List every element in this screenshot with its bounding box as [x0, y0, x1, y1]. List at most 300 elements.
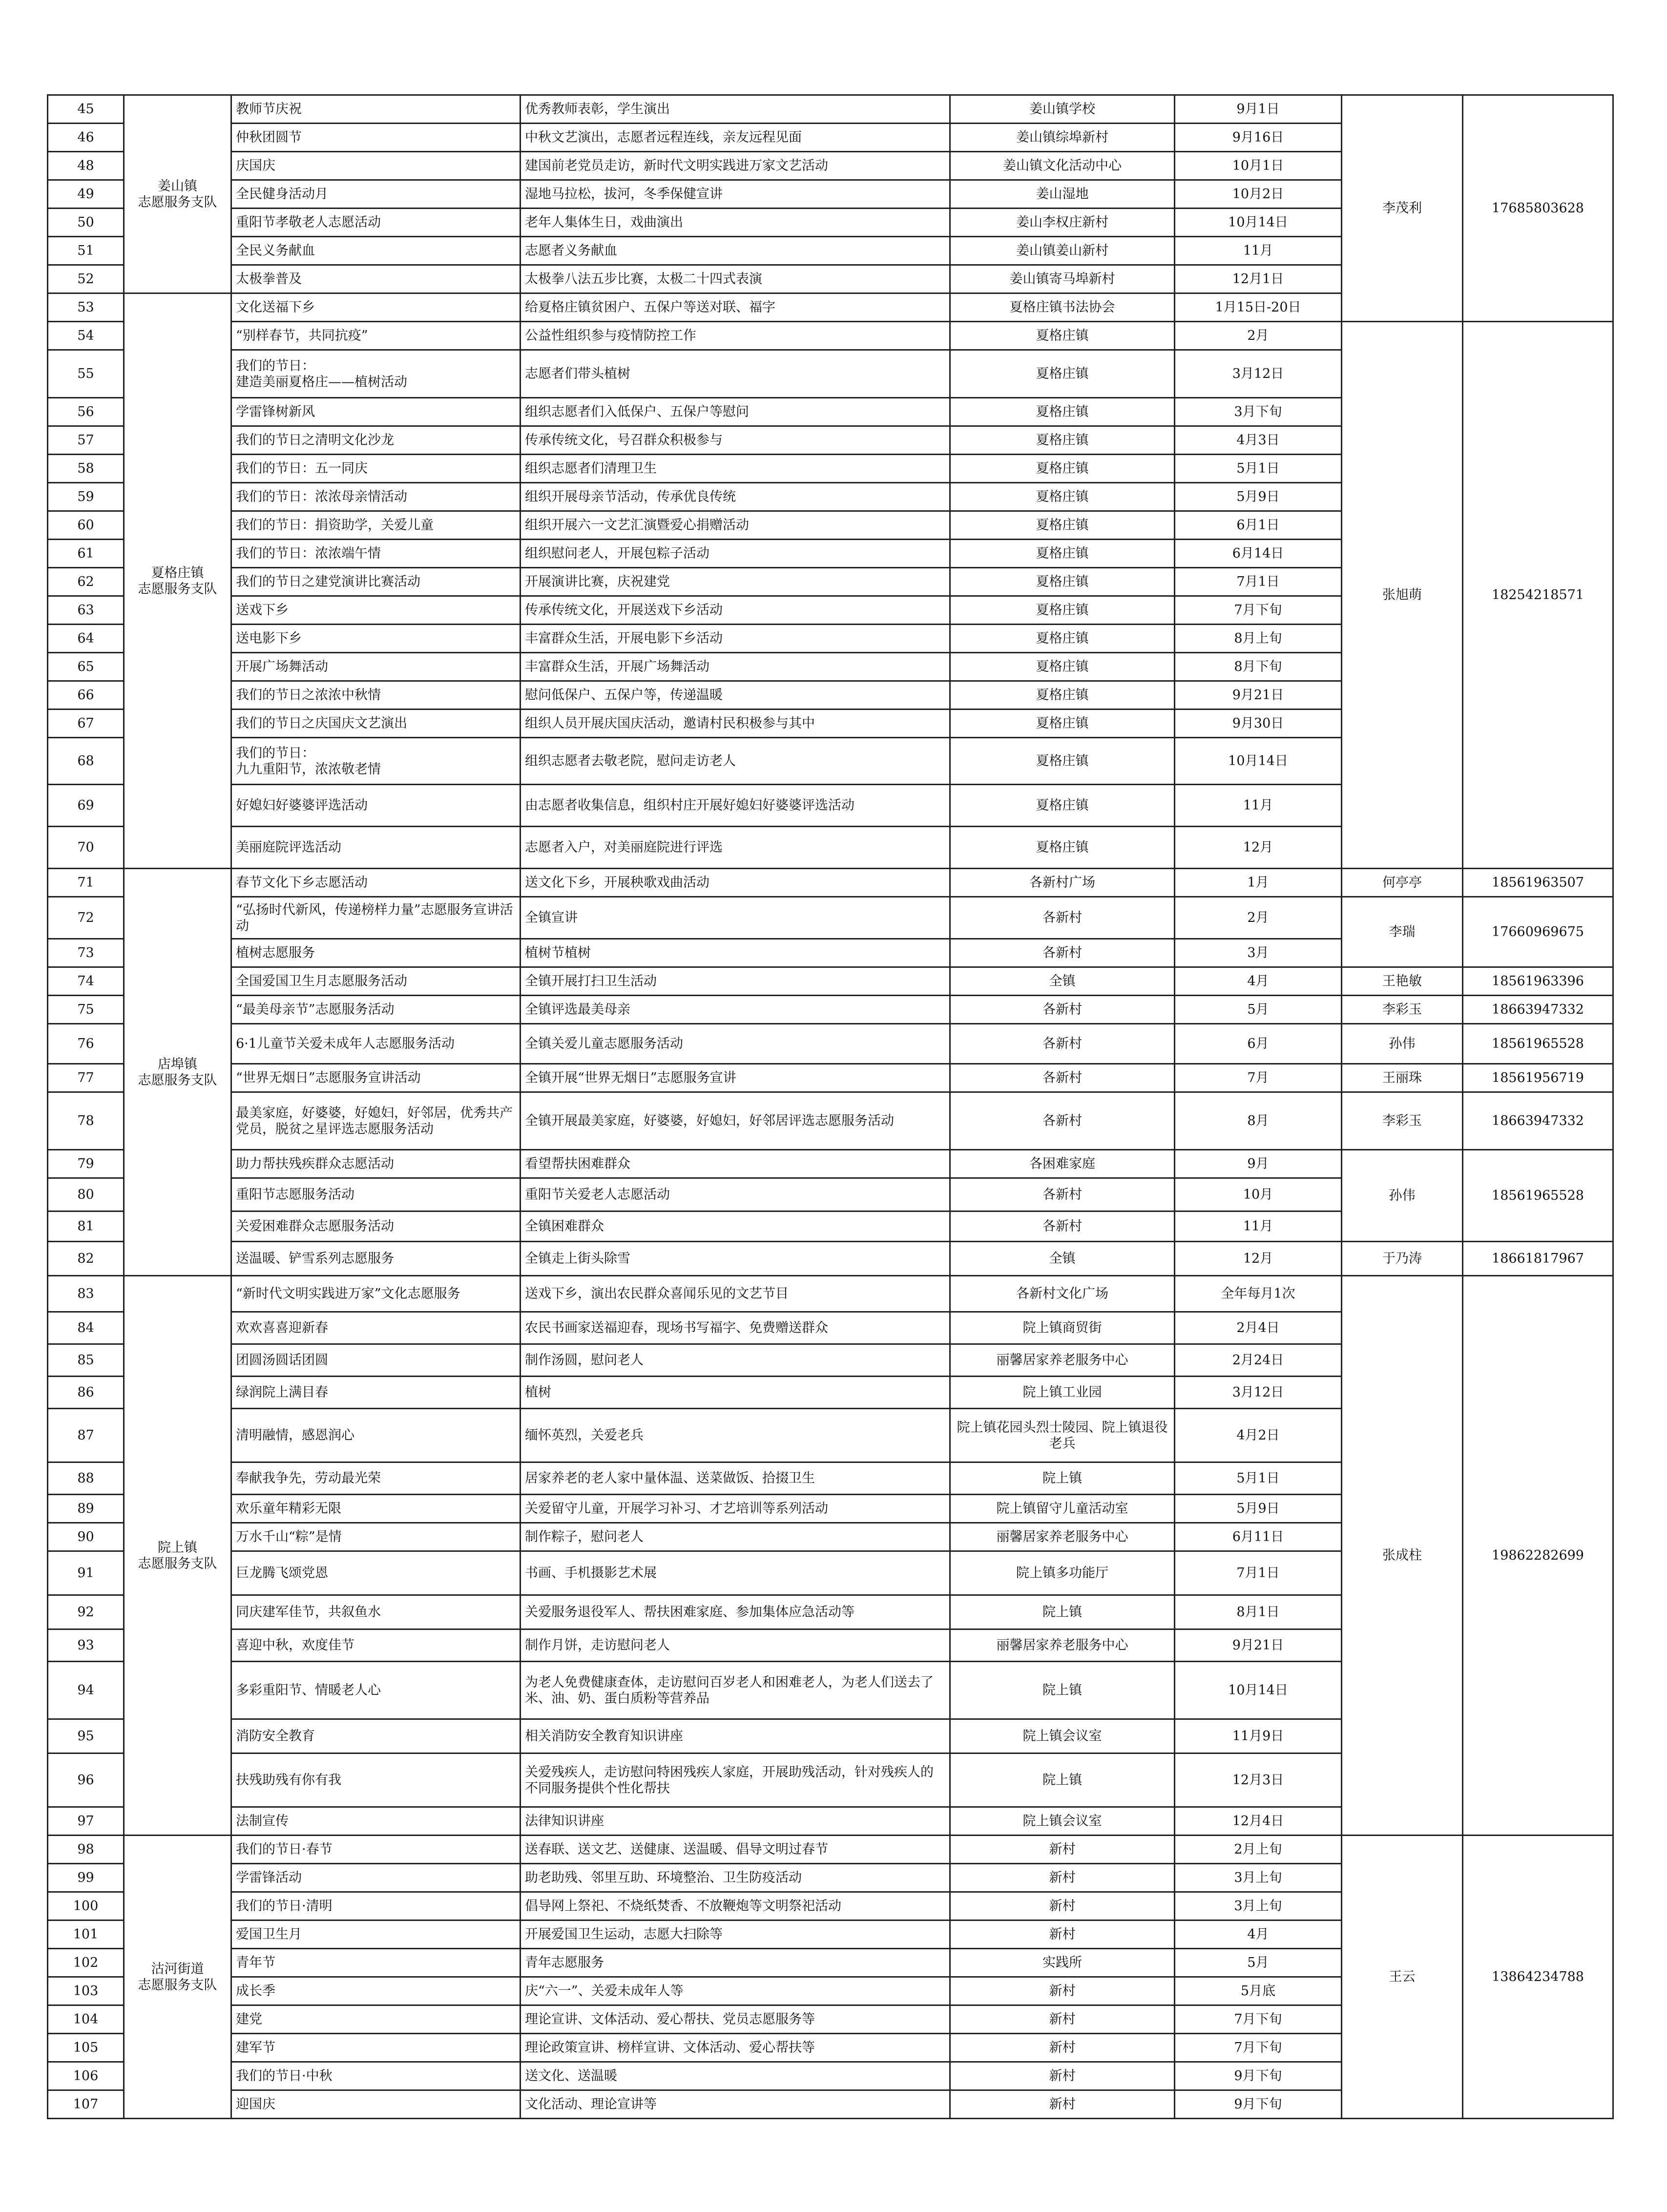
- activity-content-cell: 公益性组织参与疫情防控工作: [521, 322, 950, 350]
- row-number-cell: 61: [48, 540, 124, 568]
- activity-place-cell: 姜山镇文化活动中心: [950, 152, 1175, 180]
- row-number-cell: 66: [48, 681, 124, 710]
- activity-place-cell: 院上镇: [950, 1595, 1175, 1629]
- activity-content-cell: 理论政策宣讲、榜样宣讲、文体活动、爱心帮扶等: [521, 2034, 950, 2062]
- activity-place-cell: 丽馨居家养老服务中心: [950, 1523, 1175, 1551]
- activity-time-cell: 7月1日: [1175, 1551, 1342, 1595]
- activity-content-cell: 慰问低保户、五保户等，传递温暖: [521, 681, 950, 710]
- activity-time-cell: 9月30日: [1175, 710, 1342, 738]
- activity-content-cell: 全镇评选最美母亲: [521, 996, 950, 1024]
- activity-time-cell: 8月下旬: [1175, 653, 1342, 681]
- row-number-cell: 102: [48, 1949, 124, 1977]
- activity-content-cell: 制作粽子，慰问老人: [521, 1523, 950, 1551]
- contact-phone-cell: 17685803628: [1463, 95, 1613, 322]
- activity-content-cell: 组织慰问老人，开展包粽子活动: [521, 540, 950, 568]
- activity-place-cell: 各新村: [950, 1064, 1175, 1092]
- activity-time-cell: 7月: [1175, 1064, 1342, 1092]
- activity-place-cell: 新村: [950, 1977, 1175, 2005]
- activity-time-cell: 8月: [1175, 1092, 1342, 1150]
- table-row: [48, 1024, 1613, 1064]
- row-number-cell: 85: [48, 1344, 124, 1377]
- row-number-cell: 60: [48, 511, 124, 540]
- service-unit-cell: 夏格庄镇 志愿服务支队: [124, 293, 231, 869]
- activity-place-cell: 各新村: [950, 1024, 1175, 1064]
- activity-content-cell: 全镇走上街头除雪: [521, 1242, 950, 1276]
- row-number-cell: 50: [48, 209, 124, 237]
- activity-time-cell: 1月15日-20日: [1175, 293, 1342, 322]
- activity-name-cell: 我们的节日·春节: [231, 1836, 521, 1864]
- activity-content-cell: 理论宣讲、文体活动、爱心帮扶、党员志愿服务等: [521, 2005, 950, 2034]
- activity-place-cell: 姜山湿地: [950, 180, 1175, 209]
- activity-time-cell: 3月12日: [1175, 350, 1342, 398]
- activity-time-cell: 6月11日: [1175, 1523, 1342, 1551]
- activity-time-cell: 4月2日: [1175, 1409, 1342, 1462]
- activity-place-cell: 夏格庄镇: [950, 653, 1175, 681]
- activity-time-cell: 9月: [1175, 1150, 1342, 1178]
- activity-name-cell: 同庆建军佳节，共叙鱼水: [231, 1595, 521, 1629]
- activity-name-cell: 欢欢喜喜迎新春: [231, 1312, 521, 1344]
- activity-name-cell: 我们的节日·中秋: [231, 2062, 521, 2090]
- service-unit-cell: 店埠镇 志愿服务支队: [124, 869, 231, 1276]
- row-number-cell: 103: [48, 1977, 124, 2005]
- activity-name-cell: 我们的节日：浓浓母亲情活动: [231, 483, 521, 511]
- activity-name-cell: 开展广场舞活动: [231, 653, 521, 681]
- activity-name-cell: 教师节庆祝: [231, 95, 521, 124]
- activity-place-cell: 夏格庄镇: [950, 350, 1175, 398]
- activity-content-cell: 全镇宣讲: [521, 897, 950, 939]
- activity-place-cell: 全镇: [950, 967, 1175, 996]
- row-number-cell: 84: [48, 1312, 124, 1344]
- contact-phone-cell: 18663947332: [1463, 1092, 1613, 1150]
- activity-place-cell: 丽馨居家养老服务中心: [950, 1629, 1175, 1662]
- contact-phone-cell: 19862282699: [1463, 1276, 1613, 1836]
- activity-name-cell: 重阳节志愿服务活动: [231, 1178, 521, 1211]
- activity-place-cell: 姜山镇寄马埠新村: [950, 265, 1175, 293]
- row-number-cell: 93: [48, 1629, 124, 1662]
- contact-person-cell: 于乃涛: [1342, 1242, 1463, 1276]
- contact-phone-cell: 18561956719: [1463, 1064, 1613, 1092]
- activity-content-cell: 法律知识讲座: [521, 1807, 950, 1836]
- service-unit-cell: 沽河街道 志愿服务支队: [124, 1836, 231, 2119]
- activity-time-cell: 5月1日: [1175, 1462, 1342, 1495]
- activity-place-cell: 夏格庄镇: [950, 785, 1175, 827]
- contact-person-cell: 何亭亭: [1342, 869, 1463, 897]
- activity-content-cell: 组织志愿者去敬老院，慰问走访老人: [521, 738, 950, 785]
- contact-phone-cell: 18561963396: [1463, 967, 1613, 996]
- table-body: [48, 95, 1613, 2119]
- row-number-cell: 75: [48, 996, 124, 1024]
- table-row: [48, 1242, 1613, 1276]
- row-number-cell: 73: [48, 939, 124, 967]
- row-number-cell: 87: [48, 1409, 124, 1462]
- activity-content-cell: 制作汤圆，慰问老人: [521, 1344, 950, 1377]
- row-number-cell: 92: [48, 1595, 124, 1629]
- activity-place-cell: 夏格庄镇: [950, 398, 1175, 426]
- activity-time-cell: 11月: [1175, 785, 1342, 827]
- activity-content-cell: 送春联、送文艺、送健康、送温暖、倡导文明过春节: [521, 1836, 950, 1864]
- activity-name-cell: 巨龙腾飞颂党恩: [231, 1551, 521, 1595]
- activity-time-cell: 4月3日: [1175, 426, 1342, 455]
- activity-name-cell: 学雷锋活动: [231, 1864, 521, 1892]
- activity-place-cell: 夏格庄镇: [950, 568, 1175, 596]
- activity-content-cell: 青年志愿服务: [521, 1949, 950, 1977]
- contact-phone-cell: 17660969675: [1463, 897, 1613, 967]
- activity-name-cell: 最美家庭，好婆婆，好媳妇，好邻居，优秀共产党员，脱贫之星评选志愿服务活动: [231, 1092, 521, 1150]
- activity-place-cell: 院上镇会议室: [950, 1719, 1175, 1753]
- row-number-cell: 81: [48, 1211, 124, 1242]
- row-number-cell: 69: [48, 785, 124, 827]
- activity-time-cell: 5月9日: [1175, 483, 1342, 511]
- activity-name-cell: 奉献我争先，劳动最光荣: [231, 1462, 521, 1495]
- activity-name-cell: 建军节: [231, 2034, 521, 2062]
- activity-place-cell: 新村: [950, 1892, 1175, 1920]
- table-row: [48, 996, 1613, 1024]
- activity-place-cell: 院上镇会议室: [950, 1807, 1175, 1836]
- activity-name-cell: 我们的节日之庆国庆文艺演出: [231, 710, 521, 738]
- activity-content-cell: 全镇开展“世界无烟日”志愿服务宣讲: [521, 1064, 950, 1092]
- table-row: [48, 869, 1613, 897]
- activity-place-cell: 夏格庄镇: [950, 710, 1175, 738]
- row-number-cell: 59: [48, 483, 124, 511]
- contact-person-cell: 孙伟: [1342, 1024, 1463, 1064]
- row-number-cell: 89: [48, 1495, 124, 1523]
- activity-place-cell: 院上镇留守儿童活动室: [950, 1495, 1175, 1523]
- activity-content-cell: 看望帮扶困难群众: [521, 1150, 950, 1178]
- activity-time-cell: 8月1日: [1175, 1595, 1342, 1629]
- contact-phone-cell: 18561965528: [1463, 1150, 1613, 1242]
- activity-place-cell: 院上镇花园头烈士陵园、院上镇退役老兵: [950, 1409, 1175, 1462]
- activity-content-cell: 给夏格庄镇贫困户、五保户等送对联、福字: [521, 293, 950, 322]
- activity-name-cell: 全民义务献血: [231, 237, 521, 265]
- contact-person-cell: 孙伟: [1342, 1150, 1463, 1242]
- activity-name-cell: 我们的节日： 建造美丽夏格庄——植树活动: [231, 350, 521, 398]
- activity-name-cell: 学雷锋树新风: [231, 398, 521, 426]
- activity-time-cell: 2月: [1175, 897, 1342, 939]
- activity-name-cell: 团圆汤圆话团圆: [231, 1344, 521, 1377]
- activity-place-cell: 夏格庄镇书法协会: [950, 293, 1175, 322]
- activity-time-cell: 7月1日: [1175, 568, 1342, 596]
- activity-content-cell: 植树: [521, 1377, 950, 1409]
- row-number-cell: 101: [48, 1920, 124, 1949]
- activity-place-cell: 夏格庄镇: [950, 511, 1175, 540]
- activity-name-cell: 关爱困难群众志愿服务活动: [231, 1211, 521, 1242]
- activity-content-cell: 为老人免费健康查体，走访慰问百岁老人和困难老人，为老人们送去了米、油、奶、蛋白质粉等营养品: [521, 1662, 950, 1719]
- activity-place-cell: 各新村: [950, 939, 1175, 967]
- row-number-cell: 55: [48, 350, 124, 398]
- activity-time-cell: 5月9日: [1175, 1495, 1342, 1523]
- activity-content-cell: 助老助残、邻里互助、环境整治、卫生防疫活动: [521, 1864, 950, 1892]
- activity-place-cell: 实践所: [950, 1949, 1175, 1977]
- activity-name-cell: 我们的节日之浓浓中秋情: [231, 681, 521, 710]
- activity-content-cell: 全镇关爱儿童志愿服务活动: [521, 1024, 950, 1064]
- activity-name-cell: 美丽庭院评选活动: [231, 827, 521, 869]
- row-number-cell: 90: [48, 1523, 124, 1551]
- row-number-cell: 82: [48, 1242, 124, 1276]
- activity-content-cell: 优秀教师表彰，学生演出: [521, 95, 950, 124]
- activity-content-cell: 丰富群众生活，开展电影下乡活动: [521, 625, 950, 653]
- activity-place-cell: 各新村文化广场: [950, 1276, 1175, 1312]
- contact-person-cell: 李茂利: [1342, 95, 1463, 322]
- activity-name-cell: 我们的节日： 九九重阳节，浓浓敬老情: [231, 738, 521, 785]
- row-number-cell: 88: [48, 1462, 124, 1495]
- row-number-cell: 76: [48, 1024, 124, 1064]
- activity-name-cell: 我们的节日·清明: [231, 1892, 521, 1920]
- activity-name-cell: 清明融情，感恩润心: [231, 1409, 521, 1462]
- row-number-cell: 67: [48, 710, 124, 738]
- activity-time-cell: 5月1日: [1175, 455, 1342, 483]
- activity-time-cell: 12月: [1175, 1242, 1342, 1276]
- activity-time-cell: 9月21日: [1175, 681, 1342, 710]
- row-number-cell: 54: [48, 322, 124, 350]
- activity-place-cell: 院上镇: [950, 1462, 1175, 1495]
- activity-name-cell: 春节文化下乡志愿活动: [231, 869, 521, 897]
- activity-content-cell: 全镇困难群众: [521, 1211, 950, 1242]
- activity-time-cell: 9月1日: [1175, 95, 1342, 124]
- volunteer-activity-table: [47, 94, 1614, 2119]
- activity-time-cell: 6月: [1175, 1024, 1342, 1064]
- activity-name-cell: 建党: [231, 2005, 521, 2034]
- activity-content-cell: 农民书画家送福迎春，现场书写福字、免费赠送群众: [521, 1312, 950, 1344]
- contact-person-cell: 张旭萌: [1342, 322, 1463, 869]
- activity-name-cell: 我们的节日：浓浓端午情: [231, 540, 521, 568]
- activity-place-cell: 各困难家庭: [950, 1150, 1175, 1178]
- activity-time-cell: 9月16日: [1175, 124, 1342, 152]
- activity-time-cell: 8月上旬: [1175, 625, 1342, 653]
- activity-name-cell: 6·1儿童节关爱未成年人志愿服务活动: [231, 1024, 521, 1064]
- activity-time-cell: 4月: [1175, 1920, 1342, 1949]
- row-number-cell: 74: [48, 967, 124, 996]
- activity-name-cell: 爱国卫生月: [231, 1920, 521, 1949]
- activity-name-cell: “新时代文明实践进万家”文化志愿服务: [231, 1276, 521, 1312]
- activity-name-cell: 重阳节孝敬老人志愿活动: [231, 209, 521, 237]
- activity-time-cell: 9月下旬: [1175, 2090, 1342, 2119]
- row-number-cell: 62: [48, 568, 124, 596]
- activity-content-cell: 制作月饼，走访慰问老人: [521, 1629, 950, 1662]
- activity-name-cell: 庆国庆: [231, 152, 521, 180]
- activity-time-cell: 10月14日: [1175, 1662, 1342, 1719]
- activity-place-cell: 夏格庄镇: [950, 322, 1175, 350]
- contact-person-cell: 王艳敏: [1342, 967, 1463, 996]
- activity-time-cell: 10月14日: [1175, 738, 1342, 785]
- activity-time-cell: 9月21日: [1175, 1629, 1342, 1662]
- activity-name-cell: 助力帮扶残疾群众志愿活动: [231, 1150, 521, 1178]
- service-unit-cell: 院上镇 志愿服务支队: [124, 1276, 231, 1836]
- contact-phone-cell: 13864234788: [1463, 1836, 1613, 2119]
- contact-person-cell: 李瑞: [1342, 897, 1463, 967]
- contact-person-cell: 王云: [1342, 1836, 1463, 2119]
- contact-phone-cell: 18561963507: [1463, 869, 1613, 897]
- activity-name-cell: 全国爱国卫生月志愿服务活动: [231, 967, 521, 996]
- activity-content-cell: 关爱残疾人，走访慰问特困残疾人家庭，开展助残活动，针对残疾人的不同服务提供个性化帮扶: [521, 1753, 950, 1807]
- activity-content-cell: 由志愿者收集信息，组织村庄开展好媳妇好婆婆评选活动: [521, 785, 950, 827]
- service-unit-cell: 姜山镇 志愿服务支队: [124, 95, 231, 293]
- activity-content-cell: 建国前老党员走访，新时代文明实践进万家文艺活动: [521, 152, 950, 180]
- activity-time-cell: 12月4日: [1175, 1807, 1342, 1836]
- activity-content-cell: 组织人员开展庆国庆活动，邀请村民积极参与其中: [521, 710, 950, 738]
- table-row: [48, 967, 1613, 996]
- activity-content-cell: 中秋文艺演出，志愿者远程连线，亲友远程见面: [521, 124, 950, 152]
- row-number-cell: 106: [48, 2062, 124, 2090]
- activity-place-cell: 夏格庄镇: [950, 738, 1175, 785]
- row-number-cell: 70: [48, 827, 124, 869]
- table-row: [48, 1836, 1613, 1864]
- activity-content-cell: 志愿者们带头植树: [521, 350, 950, 398]
- activity-place-cell: 院上镇多功能厅: [950, 1551, 1175, 1595]
- activity-content-cell: 文化活动、理论宣讲等: [521, 2090, 950, 2119]
- activity-name-cell: 全民健身活动月: [231, 180, 521, 209]
- row-number-cell: 64: [48, 625, 124, 653]
- activity-name-cell: 植树志愿服务: [231, 939, 521, 967]
- activity-name-cell: 送戏下乡: [231, 596, 521, 625]
- activity-time-cell: 1月: [1175, 869, 1342, 897]
- row-number-cell: 83: [48, 1276, 124, 1312]
- activity-name-cell: “世界无烟日”志愿服务宣讲活动: [231, 1064, 521, 1092]
- activity-content-cell: 送文化、送温暖: [521, 2062, 950, 2090]
- activity-place-cell: 院上镇商贸街: [950, 1312, 1175, 1344]
- activity-name-cell: 好媳妇好婆婆评选活动: [231, 785, 521, 827]
- activity-content-cell: 老年人集体生日，戏曲演出: [521, 209, 950, 237]
- activity-content-cell: 全镇开展最美家庭，好婆婆，好媳妇，好邻居评选志愿服务活动: [521, 1092, 950, 1150]
- contact-person-cell: 李彩玉: [1342, 996, 1463, 1024]
- activity-place-cell: 各新村: [950, 897, 1175, 939]
- activity-place-cell: 全镇: [950, 1242, 1175, 1276]
- activity-time-cell: 3月上旬: [1175, 1892, 1342, 1920]
- activity-place-cell: 夏格庄镇: [950, 827, 1175, 869]
- row-number-cell: 94: [48, 1662, 124, 1719]
- row-number-cell: 91: [48, 1551, 124, 1595]
- row-number-cell: 58: [48, 455, 124, 483]
- activity-time-cell: 7月下旬: [1175, 2005, 1342, 2034]
- activity-name-cell: 送电影下乡: [231, 625, 521, 653]
- row-number-cell: 80: [48, 1178, 124, 1211]
- activity-content-cell: 书画、手机摄影艺术展: [521, 1551, 950, 1595]
- activity-time-cell: 11月9日: [1175, 1719, 1342, 1753]
- activity-name-cell: 喜迎中秋，欢度佳节: [231, 1629, 521, 1662]
- activity-time-cell: 10月1日: [1175, 152, 1342, 180]
- table-row: [48, 1064, 1613, 1092]
- row-number-cell: 51: [48, 237, 124, 265]
- activity-name-cell: 消防安全教育: [231, 1719, 521, 1753]
- row-number-cell: 53: [48, 293, 124, 322]
- activity-place-cell: 新村: [950, 2034, 1175, 2062]
- table-row: [48, 1276, 1613, 1312]
- activity-time-cell: 12月: [1175, 827, 1342, 869]
- row-number-cell: 63: [48, 596, 124, 625]
- activity-place-cell: 姜山镇综埠新村: [950, 124, 1175, 152]
- row-number-cell: 79: [48, 1150, 124, 1178]
- activity-place-cell: 新村: [950, 2090, 1175, 2119]
- activity-time-cell: 6月1日: [1175, 511, 1342, 540]
- activity-place-cell: 各新村: [950, 996, 1175, 1024]
- activity-place-cell: 各新村: [950, 1092, 1175, 1150]
- activity-content-cell: 倡导网上祭祀、不烧纸焚香、不放鞭炮等文明祭祀活动: [521, 1892, 950, 1920]
- row-number-cell: 65: [48, 653, 124, 681]
- row-number-cell: 99: [48, 1864, 124, 1892]
- activity-place-cell: 夏格庄镇: [950, 596, 1175, 625]
- activity-content-cell: 志愿者入户，对美丽庭院进行评选: [521, 827, 950, 869]
- activity-time-cell: 5月: [1175, 1949, 1342, 1977]
- activity-name-cell: 欢乐童年精彩无限: [231, 1495, 521, 1523]
- activity-place-cell: 夏格庄镇: [950, 625, 1175, 653]
- activity-name-cell: 青年节: [231, 1949, 521, 1977]
- table-row: [48, 95, 1613, 124]
- activity-time-cell: 7月下旬: [1175, 2034, 1342, 2062]
- activity-place-cell: 新村: [950, 1836, 1175, 1864]
- activity-name-cell: 我们的节日：五一同庆: [231, 455, 521, 483]
- row-number-cell: 57: [48, 426, 124, 455]
- table-row: [48, 897, 1613, 939]
- activity-place-cell: 姜山镇姜山新村: [950, 237, 1175, 265]
- activity-place-cell: 新村: [950, 2062, 1175, 2090]
- activity-name-cell: 成长季: [231, 1977, 521, 2005]
- table-row: [48, 322, 1613, 350]
- row-number-cell: 56: [48, 398, 124, 426]
- row-number-cell: 86: [48, 1377, 124, 1409]
- activity-content-cell: 志愿者义务献血: [521, 237, 950, 265]
- activity-time-cell: 全年每月1次: [1175, 1276, 1342, 1312]
- activity-name-cell: 迎国庆: [231, 2090, 521, 2119]
- activity-place-cell: 院上镇: [950, 1753, 1175, 1807]
- activity-time-cell: 2月上旬: [1175, 1836, 1342, 1864]
- activity-time-cell: 3月下旬: [1175, 398, 1342, 426]
- activity-content-cell: 组织志愿者们入低保户、五保户等慰问: [521, 398, 950, 426]
- activity-content-cell: 开展爱国卫生运动，志愿大扫除等: [521, 1920, 950, 1949]
- activity-content-cell: 送戏下乡，演出农民群众喜闻乐见的文艺节目: [521, 1276, 950, 1312]
- activity-time-cell: 12月3日: [1175, 1753, 1342, 1807]
- activity-name-cell: 法制宣传: [231, 1807, 521, 1836]
- row-number-cell: 46: [48, 124, 124, 152]
- activity-place-cell: 新村: [950, 2005, 1175, 2034]
- row-number-cell: 49: [48, 180, 124, 209]
- activity-content-cell: 太极拳八法五步比赛，太极二十四式表演: [521, 265, 950, 293]
- row-number-cell: 107: [48, 2090, 124, 2119]
- activity-place-cell: 各新村: [950, 1211, 1175, 1242]
- activity-time-cell: 11月: [1175, 1211, 1342, 1242]
- row-number-cell: 71: [48, 869, 124, 897]
- contact-phone-cell: 18663947332: [1463, 996, 1613, 1024]
- activity-name-cell: 送温暖、铲雪系列志愿服务: [231, 1242, 521, 1276]
- activity-name-cell: 我们的节日之建党演讲比赛活动: [231, 568, 521, 596]
- activity-time-cell: 2月4日: [1175, 1312, 1342, 1344]
- activity-time-cell: 3月12日: [1175, 1377, 1342, 1409]
- activity-content-cell: 居家养老的老人家中量体温、送菜做饭、拾掇卫生: [521, 1462, 950, 1495]
- activity-time-cell: 10月: [1175, 1178, 1342, 1211]
- activity-time-cell: 10月14日: [1175, 209, 1342, 237]
- activity-time-cell: 7月下旬: [1175, 596, 1342, 625]
- activity-name-cell: 扶残助残有你有我: [231, 1753, 521, 1807]
- activity-name-cell: 我们的节日之清明文化沙龙: [231, 426, 521, 455]
- activity-time-cell: 11月: [1175, 237, 1342, 265]
- activity-name-cell: 万水千山“粽”是情: [231, 1523, 521, 1551]
- row-number-cell: 96: [48, 1753, 124, 1807]
- activity-time-cell: 3月: [1175, 939, 1342, 967]
- activity-place-cell: 各新村: [950, 1178, 1175, 1211]
- row-number-cell: 78: [48, 1092, 124, 1150]
- activity-name-cell: 多彩重阳节、情暖老人心: [231, 1662, 521, 1719]
- activity-time-cell: 3月上旬: [1175, 1864, 1342, 1892]
- activity-place-cell: 丽馨居家养老服务中心: [950, 1344, 1175, 1377]
- activity-name-cell: “弘扬时代新风，传递榜样力量”志愿服务宣讲活动: [231, 897, 521, 939]
- contact-phone-cell: 18561965528: [1463, 1024, 1613, 1064]
- activity-place-cell: 姜山镇学校: [950, 95, 1175, 124]
- activity-content-cell: 缅怀英烈，关爱老兵: [521, 1409, 950, 1462]
- activity-content-cell: 植树节植树: [521, 939, 950, 967]
- activity-place-cell: 夏格庄镇: [950, 483, 1175, 511]
- activity-place-cell: 新村: [950, 1920, 1175, 1949]
- activity-content-cell: 组织开展母亲节活动，传承优良传统: [521, 483, 950, 511]
- activity-time-cell: 6月14日: [1175, 540, 1342, 568]
- activity-content-cell: 庆“六一”、关爱未成年人等: [521, 1977, 950, 2005]
